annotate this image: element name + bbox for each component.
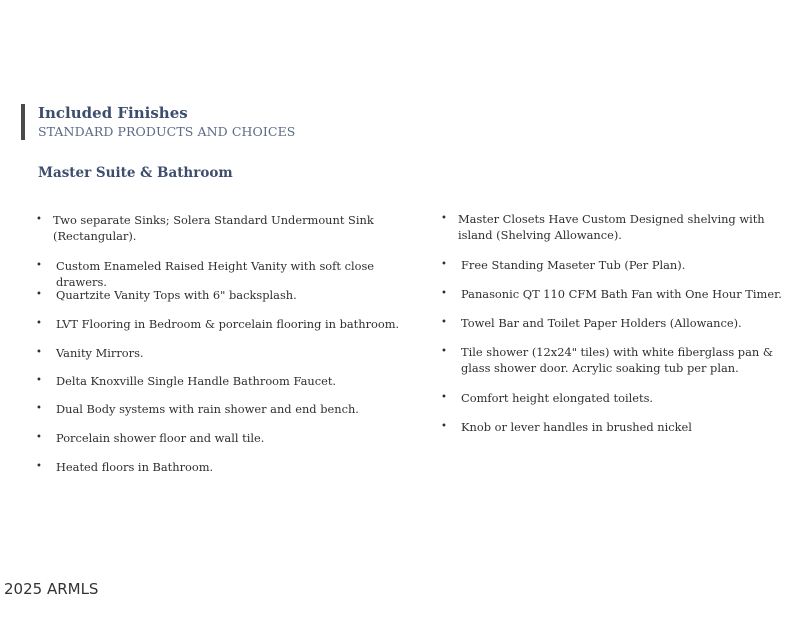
list-item-text: Two separate Sinks; Solera Standard Undermount Sink (Rectangular). bbox=[53, 213, 374, 243]
list-item bbox=[441, 286, 782, 302]
copyright-text: 2025 ARMLS bbox=[4, 580, 99, 598]
bullet-icon: • bbox=[36, 461, 42, 472]
bullet-icon: • bbox=[36, 432, 42, 443]
list-item-text: Towel Bar and Toilet Paper Holders (Allowance). bbox=[461, 316, 742, 330]
list-item-text: Heated floors in Bathroom. bbox=[56, 460, 214, 474]
list-item bbox=[441, 257, 685, 273]
bullet-icon: • bbox=[36, 375, 42, 386]
list-item-text: Panasonic QT 110 CFM Bath Fan with One Hour Timer. bbox=[461, 287, 782, 301]
list-item bbox=[36, 345, 144, 361]
list-item-text: Custom Enameled Raised Height Vanity with soft close drawers. bbox=[56, 259, 375, 289]
bullet-icon: • bbox=[36, 289, 42, 300]
list-item-text: Master Closets Have Custom Designed shelving with island (Shelving Allowance). bbox=[458, 212, 765, 242]
bullet-icon: • bbox=[441, 213, 447, 224]
list-item-text: Vanity Mirrors. bbox=[56, 346, 144, 360]
list-item-text: Porcelain shower floor and wall tile. bbox=[56, 431, 265, 445]
list-item bbox=[441, 344, 786, 376]
bullet-icon: • bbox=[36, 260, 42, 271]
bullet-icon: • bbox=[441, 421, 447, 432]
list-item bbox=[36, 212, 408, 244]
bullet-icon: • bbox=[441, 259, 447, 270]
list-item bbox=[36, 459, 213, 475]
bullet-icon: • bbox=[441, 346, 447, 357]
page-title: Included Finishes bbox=[38, 104, 188, 122]
bullet-icon: • bbox=[441, 317, 447, 328]
list-item-text: Dual Body systems with rain shower and end bench. bbox=[56, 402, 359, 416]
list-item-text: Tile shower (12x24" tiles) with white fiberglass pan & glass shower door. Acrylic soaking tub per plan. bbox=[461, 345, 773, 375]
list-item bbox=[441, 419, 692, 435]
bullet-icon: • bbox=[36, 403, 42, 414]
bullet-icon: • bbox=[441, 392, 447, 403]
list-item-text: Delta Knoxville Single Handle Bathroom Faucet. bbox=[56, 374, 337, 388]
bullet-icon: • bbox=[36, 214, 42, 225]
list-item bbox=[36, 430, 264, 446]
list-item-text: Knob or lever handles in brushed nickel bbox=[461, 420, 692, 434]
list-item bbox=[36, 287, 297, 303]
page-subtitle: STANDARD PRODUCTS AND CHOICES bbox=[38, 124, 296, 139]
bullet-icon: • bbox=[36, 347, 42, 358]
list-item-text: Comfort height elongated toilets. bbox=[461, 391, 654, 405]
list-item bbox=[441, 390, 653, 406]
list-item-text: Quartzite Vanity Tops with 6" backsplash. bbox=[56, 288, 297, 302]
list-item bbox=[36, 401, 359, 417]
list-item bbox=[441, 315, 742, 331]
list-item bbox=[36, 258, 408, 290]
list-item-text: Free Standing Maseter Tub (Per Plan). bbox=[461, 258, 686, 272]
list-item bbox=[441, 211, 786, 243]
bullet-icon: • bbox=[441, 288, 447, 299]
list-item-text: LVT Flooring in Bedroom & porcelain flooring in bathroom. bbox=[56, 317, 400, 331]
list-item bbox=[36, 316, 399, 332]
header-accent-bar bbox=[21, 104, 25, 140]
section-heading: Master Suite & Bathroom bbox=[38, 165, 233, 181]
bullet-icon: • bbox=[36, 318, 42, 329]
list-item bbox=[36, 373, 336, 389]
